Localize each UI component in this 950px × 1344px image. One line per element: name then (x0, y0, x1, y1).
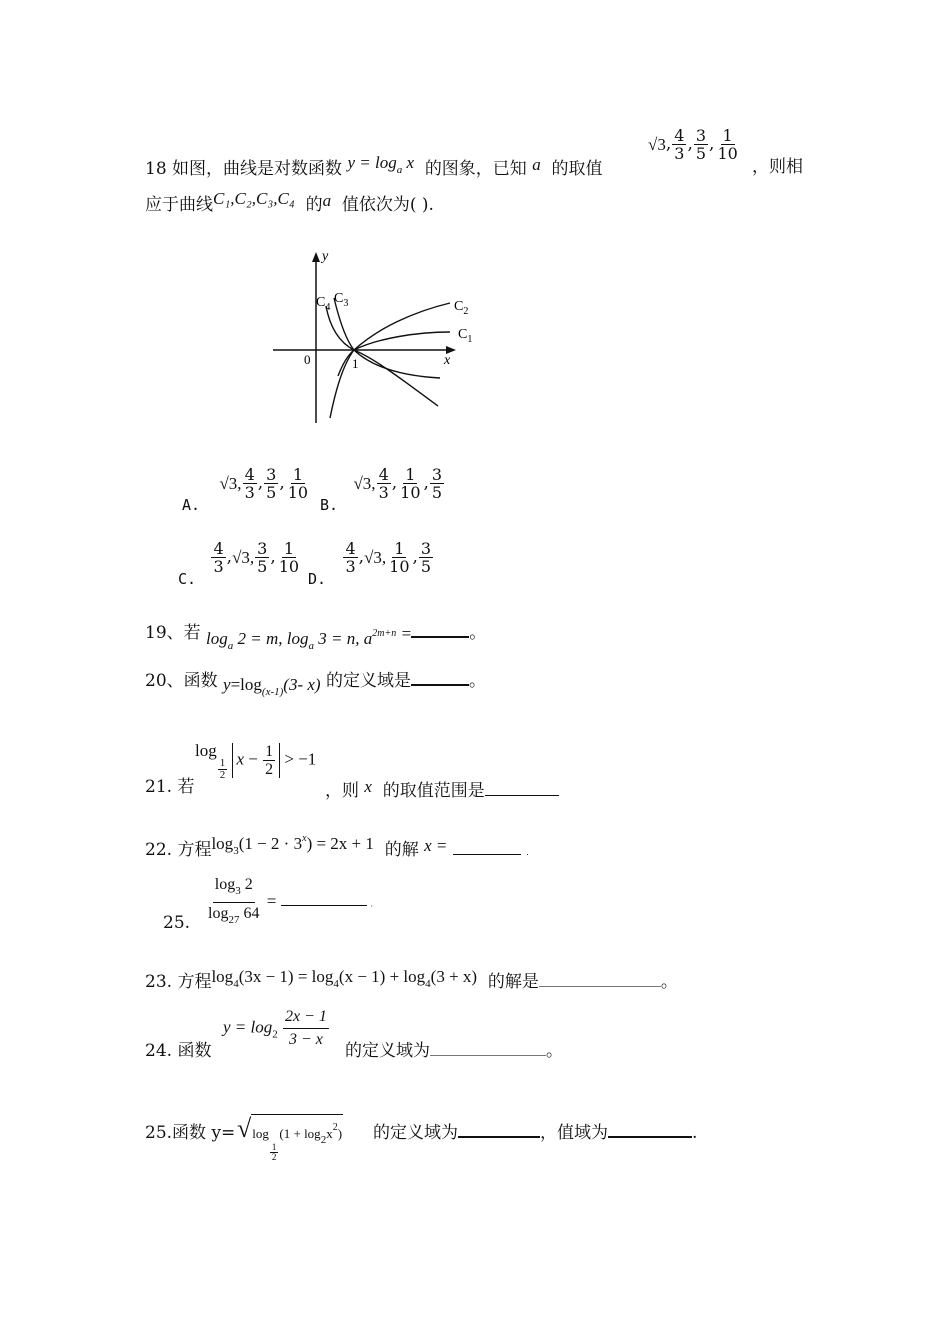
q18-line2: 应于曲线C₁,C₂,C₃,C₄ 的a 值依次为( ). (145, 189, 434, 215)
q19-answer-blank[interactable] (411, 622, 469, 638)
q18-line1: 18 如图，曲线是对数函数 $y = \log_a x$ 的图象，已知 a 的取值 (145, 153, 603, 179)
q22: 22. 方程$\log_3(1 - 2 \cdot 3^x) = 2x + 1$ 的解 x = . (145, 833, 529, 860)
svg-text:y: y (322, 249, 329, 264)
q23-answer-blank[interactable] (539, 972, 661, 987)
option-c[interactable]: C. $\frac{4}{3}$ ,√3, $\frac{3}{5}$ , $\frac{1}{10}$ (178, 539, 300, 588)
q18-func: $y = \log_a x$ (347, 153, 414, 176)
c3-label: $C_3$ (334, 291, 349, 309)
option-d[interactable]: D. $\frac{4}{3}$ ,√3, $\frac{1}{10}$ , $\frac{3}{5}$ (308, 539, 432, 588)
q25b-range-blank[interactable] (608, 1122, 692, 1138)
c2-label: $C_2$ (454, 299, 469, 317)
q18-values: √3, $\frac{4}{3}$ , $\frac{3}{5}$ , $\frac{1}{10}$ (648, 126, 738, 163)
c4-label: $C_4$ (316, 295, 331, 313)
svg-text:1: 1 (352, 356, 359, 371)
q21-answer-blank[interactable] (485, 781, 559, 796)
q25a-answer-blank[interactable] (281, 891, 367, 906)
option-a[interactable]: A. √3, $\frac{4}{3}$ , $\frac{3}{5}$ , $\frac{1}{10}$ (182, 465, 309, 514)
option-b[interactable]: B. √3, $\frac{4}{3}$ , $\frac{1}{10}$ , $\frac{3}{5}$ (320, 465, 443, 514)
q19: 19、若 $\log_a 2 = m$, $\log_a 3 = n$, $a^{2m+n}$ = 。 (145, 623, 487, 652)
svg-text:0: 0 (304, 352, 311, 367)
svg-text:x: x (444, 353, 451, 368)
q20: 20、函数 $y=\log_{(x-1)}(3-$ x) 的定义域是 。 (145, 671, 486, 698)
q18-text4: ，则相 (752, 157, 803, 177)
q22-answer-blank[interactable] (453, 840, 521, 855)
q20-answer-blank[interactable] (411, 670, 469, 686)
log-curves-graph (268, 248, 488, 428)
q25b-domain-blank[interactable] (458, 1122, 540, 1138)
c1-label: $C_1$ (458, 327, 473, 345)
q24-answer-blank[interactable] (430, 1041, 546, 1056)
q23: 23. 方程$\log_4(3x - 1) = \log_4(x - 1) + \log_4(3 + x)$ 的解是 。 (145, 967, 678, 992)
